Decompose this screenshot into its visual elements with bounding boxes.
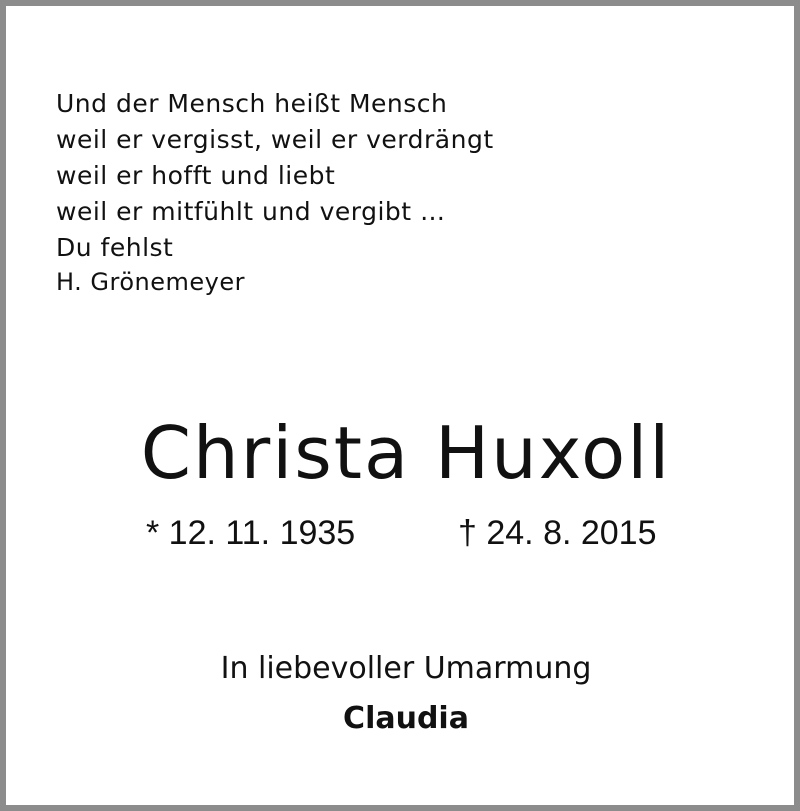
- poem-line: weil er hofft und liebt: [56, 161, 336, 190]
- poem-author: H. Grönemeyer: [56, 268, 245, 296]
- poem-line: Du fehlst: [56, 233, 174, 262]
- deceased-name: Christa Huxoll: [140, 411, 672, 495]
- poem-quote: [56, 86, 494, 266]
- closing-text: In liebevoller Umarmung: [220, 651, 592, 686]
- signer-name: Claudia: [343, 701, 469, 736]
- poem-line: weil er mitfühlt und vergibt …: [56, 197, 446, 226]
- birth-date: * 12. 11. 1935: [146, 514, 356, 552]
- poem-line: Und der Mensch heißt Mensch: [56, 89, 448, 118]
- poem-line: weil er vergisst, weil er verdrängt: [56, 125, 494, 154]
- death-date: † 24. 8. 2015: [458, 514, 657, 552]
